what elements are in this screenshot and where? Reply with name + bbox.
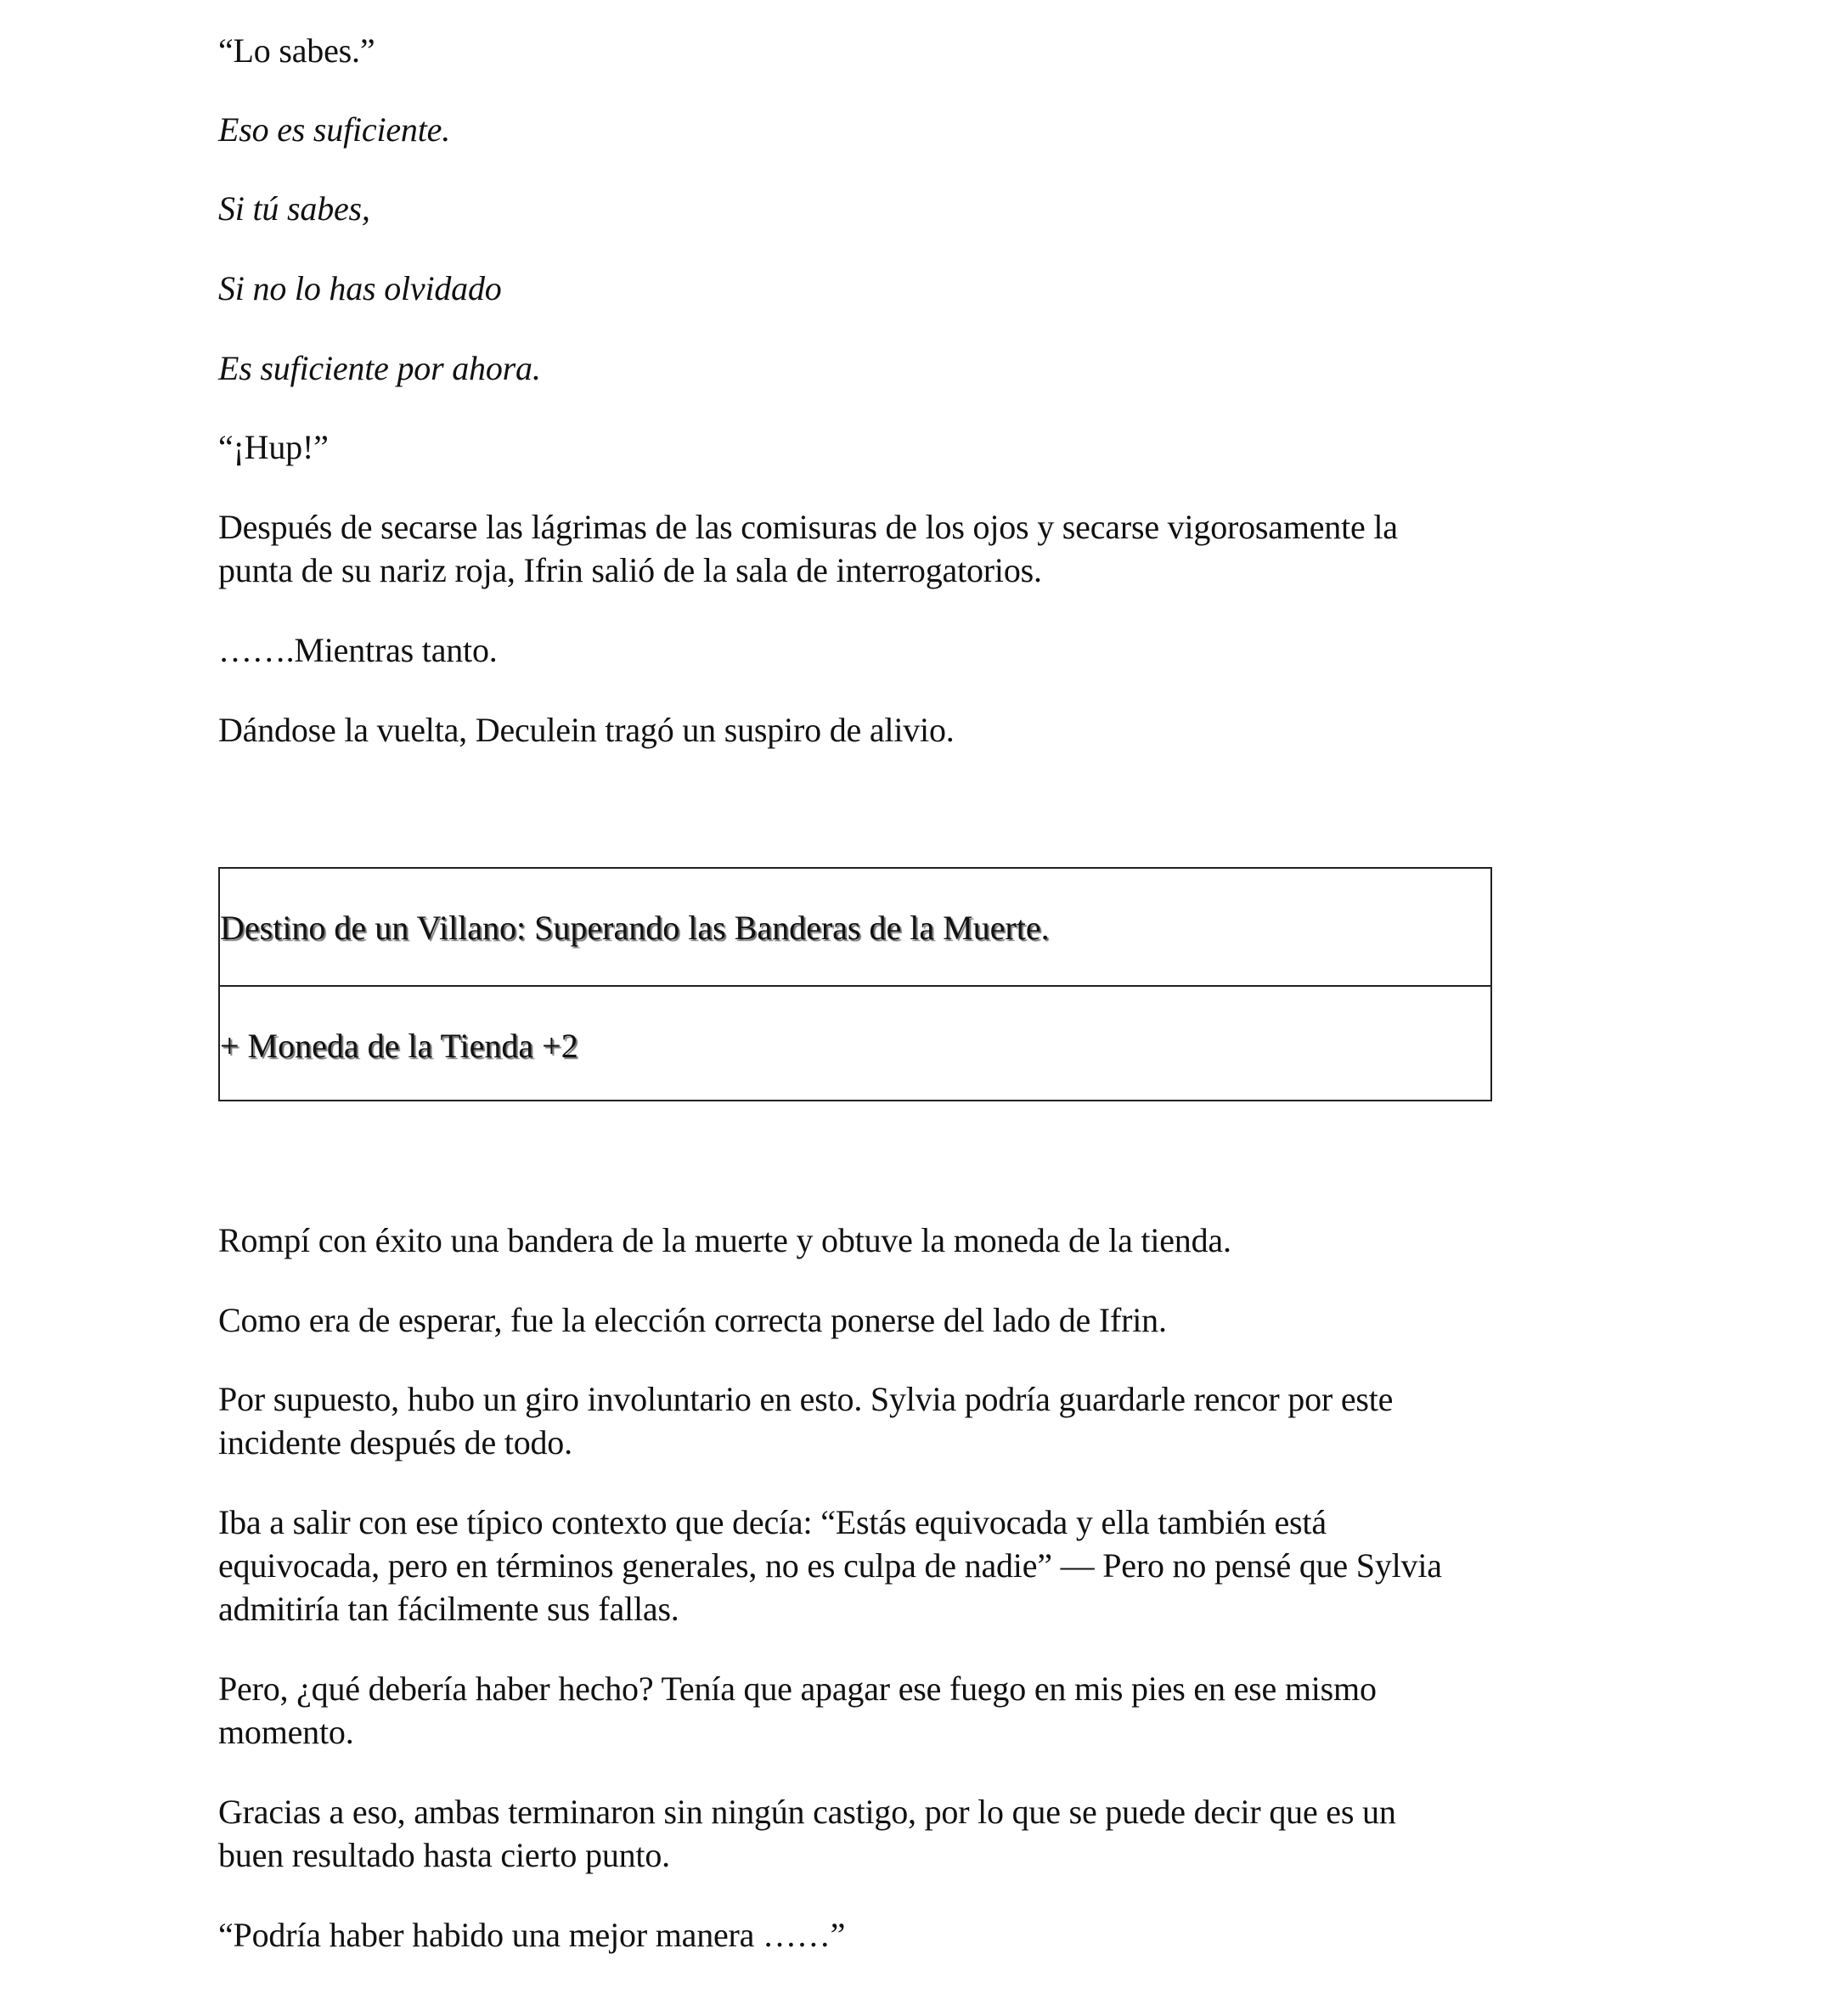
paragraph-line: Pero, ¿qué debería haber hecho? Tenía que apagar ese fuego en mis pies en ese mismo: [218, 1670, 1377, 1708]
paragraph-dialogue: “Podría haber habido una mejor manera ……”: [218, 1916, 846, 1954]
paragraph-thought: Si no lo has olvidado: [218, 269, 502, 307]
paragraph-line: Después de secarse las lágrimas de las comisuras de los ojos y secarse vigorosamente la: [218, 508, 1398, 546]
paragraph-line: buen resultado hasta cierto punto.: [218, 1836, 670, 1874]
paragraph-line: Gracias a eso, ambas terminaron sin ningún castigo, por lo que se puede decir que es un: [218, 1793, 1396, 1831]
paragraph-line: Por supuesto, hubo un giro involuntario en esto. Sylvia podría guardarle rencor por este: [218, 1380, 1394, 1418]
paragraph-narration: Como era de esperar, fue la elección correcta ponerse del lado de Ifrin.: [218, 1301, 1167, 1339]
paragraph-thought: Eso es suficiente.: [218, 110, 451, 149]
system-message-title-row: [220, 869, 1490, 985]
paragraph-narration: …….Mientras tanto.: [218, 631, 498, 669]
paragraph-line: admitiría tan fácilmente sus fallas.: [218, 1590, 679, 1628]
paragraph-thought: Es suficiente por ahora.: [218, 349, 541, 387]
paragraph-line: incidente después de todo.: [218, 1423, 572, 1461]
paragraph-narration: Rompí con éxito una bandera de la muerte y obtuve la moneda de la tienda.: [218, 1221, 1231, 1259]
paragraph-narration: Dándose la vuelta, Deculein tragó un suspiro de alivio.: [218, 711, 955, 749]
system-message-title: Destino de un Villano: Superando las Banderas de la Muerte.: [220, 909, 1050, 947]
system-message-reward-row: [220, 985, 1490, 1101]
paragraph-line: momento.: [218, 1713, 354, 1751]
system-message-box: [218, 867, 1492, 1101]
paragraph-thought: Si tú sabes,: [218, 189, 370, 228]
paragraph-line: Iba a salir con ese típico contexto que decía: “Estás equivocada y ella también está: [218, 1503, 1327, 1541]
paragraph-line: punta de su nariz roja, Ifrin salió de la sala de interrogatorios.: [218, 551, 1042, 589]
paragraph-dialogue: “Lo sabes.”: [218, 31, 375, 70]
paragraph-line: equivocada, pero en términos generales, no es culpa de nadie” — Pero no pensé que Sylvia: [218, 1546, 1442, 1585]
paragraph-dialogue: “¡Hup!”: [218, 428, 329, 466]
system-message-reward: + Moneda de la Tienda +2: [220, 1027, 578, 1065]
